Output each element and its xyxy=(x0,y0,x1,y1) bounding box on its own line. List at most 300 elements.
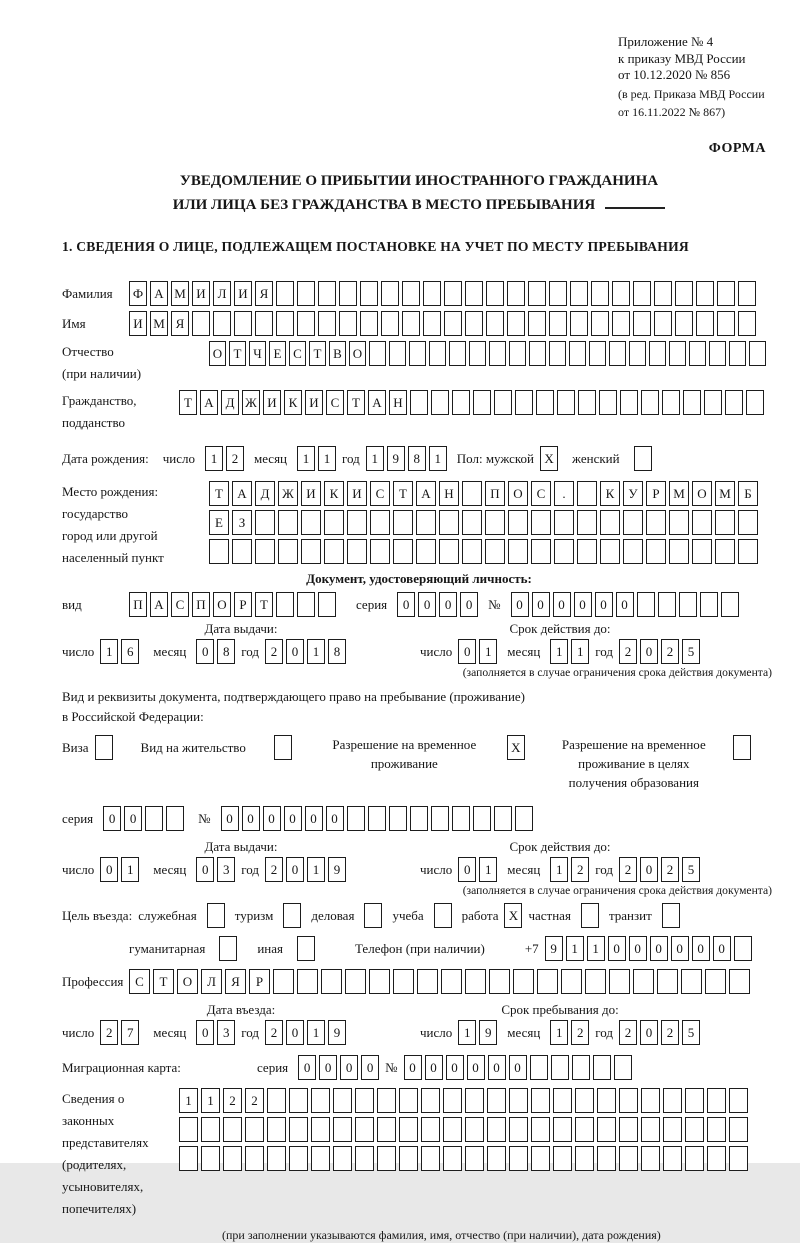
form-cell[interactable] xyxy=(255,539,275,564)
form-cell[interactable] xyxy=(465,281,483,306)
form-cell[interactable] xyxy=(347,539,367,564)
form-cell[interactable] xyxy=(689,341,706,366)
form-cell[interactable] xyxy=(209,539,229,564)
form-cell[interactable] xyxy=(553,1117,572,1142)
form-cell[interactable] xyxy=(339,281,357,306)
form-cell[interactable] xyxy=(389,341,406,366)
form-cell[interactable] xyxy=(612,311,630,336)
form-cell[interactable]: С xyxy=(326,390,344,415)
form-cell[interactable] xyxy=(585,969,606,994)
form-cell[interactable]: 2 xyxy=(619,857,637,882)
form-cell[interactable]: Ж xyxy=(278,481,298,506)
form-cell[interactable]: 1 xyxy=(307,857,325,882)
form-cell[interactable] xyxy=(536,390,554,415)
form-cell[interactable]: И xyxy=(263,390,281,415)
form-cell[interactable] xyxy=(663,1146,682,1171)
form-cell[interactable] xyxy=(528,281,546,306)
form-cell[interactable] xyxy=(683,390,701,415)
form-cell[interactable] xyxy=(549,311,567,336)
form-cell[interactable] xyxy=(679,592,697,617)
form-cell[interactable] xyxy=(421,1146,440,1171)
form-cell[interactable]: К xyxy=(284,390,302,415)
form-cell[interactable]: 0 xyxy=(404,1055,422,1080)
form-cell[interactable] xyxy=(245,1146,264,1171)
form-cell[interactable]: 7 xyxy=(121,1020,139,1045)
form-cell[interactable]: 0 xyxy=(305,806,323,831)
form-cell[interactable] xyxy=(487,1117,506,1142)
form-cell[interactable] xyxy=(641,1117,660,1142)
purpose-official-checkbox[interactable] xyxy=(207,903,225,928)
form-cell[interactable] xyxy=(489,341,506,366)
form-cell[interactable]: 2 xyxy=(265,857,283,882)
form-cell[interactable] xyxy=(423,311,441,336)
form-cell[interactable] xyxy=(489,969,510,994)
form-cell[interactable] xyxy=(685,1146,704,1171)
form-cell[interactable] xyxy=(738,510,758,535)
form-cell[interactable]: 2 xyxy=(265,1020,283,1045)
form-cell[interactable]: 0 xyxy=(509,1055,527,1080)
form-cell[interactable]: Р xyxy=(234,592,252,617)
form-cell[interactable]: 1 xyxy=(566,936,584,961)
form-cell[interactable] xyxy=(245,1117,264,1142)
form-cell[interactable] xyxy=(646,539,666,564)
form-cell[interactable]: . xyxy=(554,481,574,506)
form-cell[interactable] xyxy=(431,806,449,831)
form-cell[interactable]: 1 xyxy=(429,446,447,471)
form-cell[interactable] xyxy=(201,1146,220,1171)
form-cell[interactable] xyxy=(570,281,588,306)
purpose-work-checkbox[interactable]: X xyxy=(504,903,522,928)
form-cell[interactable] xyxy=(462,539,482,564)
form-cell[interactable] xyxy=(393,510,413,535)
form-cell[interactable] xyxy=(179,1146,198,1171)
form-cell[interactable] xyxy=(569,341,586,366)
form-cell[interactable] xyxy=(729,1146,748,1171)
form-cell[interactable] xyxy=(278,510,298,535)
form-cell[interactable] xyxy=(578,390,596,415)
form-cell[interactable]: 6 xyxy=(121,639,139,664)
form-cell[interactable] xyxy=(402,311,420,336)
form-cell[interactable] xyxy=(399,1088,418,1113)
form-cell[interactable] xyxy=(355,1117,374,1142)
form-cell[interactable] xyxy=(599,390,617,415)
form-cell[interactable] xyxy=(717,281,735,306)
form-cell[interactable] xyxy=(577,510,597,535)
form-cell[interactable] xyxy=(441,969,462,994)
form-cell[interactable] xyxy=(223,1117,242,1142)
form-cell[interactable] xyxy=(345,969,366,994)
form-cell[interactable]: С xyxy=(129,969,150,994)
form-cell[interactable]: 0 xyxy=(458,639,476,664)
form-cell[interactable]: 9 xyxy=(328,857,346,882)
form-cell[interactable] xyxy=(577,539,597,564)
form-cell[interactable] xyxy=(360,281,378,306)
form-cell[interactable] xyxy=(333,1146,352,1171)
form-cell[interactable] xyxy=(311,1117,330,1142)
form-cell[interactable] xyxy=(657,969,678,994)
form-cell[interactable]: М xyxy=(150,311,168,336)
form-cell[interactable] xyxy=(399,1146,418,1171)
form-cell[interactable] xyxy=(738,539,758,564)
form-cell[interactable] xyxy=(485,510,505,535)
form-cell[interactable] xyxy=(347,510,367,535)
edu-permit-checkbox[interactable] xyxy=(733,735,751,760)
purpose-tourism-checkbox[interactable] xyxy=(283,903,301,928)
form-cell[interactable] xyxy=(469,341,486,366)
form-cell[interactable] xyxy=(429,341,446,366)
form-cell[interactable] xyxy=(462,510,482,535)
form-cell[interactable] xyxy=(179,1117,198,1142)
form-cell[interactable] xyxy=(721,592,739,617)
form-cell[interactable] xyxy=(324,510,344,535)
form-cell[interactable]: 2 xyxy=(571,857,589,882)
form-cell[interactable] xyxy=(487,1088,506,1113)
form-cell[interactable] xyxy=(700,592,718,617)
form-cell[interactable] xyxy=(201,1117,220,1142)
form-cell[interactable]: С xyxy=(370,481,390,506)
form-cell[interactable] xyxy=(619,1088,638,1113)
form-cell[interactable]: Ч xyxy=(249,341,266,366)
form-cell[interactable] xyxy=(623,539,643,564)
form-cell[interactable]: 0 xyxy=(284,806,302,831)
form-cell[interactable] xyxy=(734,936,752,961)
form-cell[interactable]: О xyxy=(349,341,366,366)
form-cell[interactable] xyxy=(255,311,273,336)
form-cell[interactable]: 9 xyxy=(479,1020,497,1045)
form-cell[interactable] xyxy=(509,1146,528,1171)
form-cell[interactable]: П xyxy=(192,592,210,617)
form-cell[interactable] xyxy=(443,1088,462,1113)
form-cell[interactable]: 0 xyxy=(460,592,478,617)
form-cell[interactable]: Т xyxy=(209,481,229,506)
form-cell[interactable] xyxy=(368,806,386,831)
form-cell[interactable] xyxy=(443,1117,462,1142)
form-cell[interactable] xyxy=(561,969,582,994)
form-cell[interactable] xyxy=(513,969,534,994)
form-cell[interactable] xyxy=(297,311,315,336)
form-cell[interactable] xyxy=(515,390,533,415)
form-cell[interactable] xyxy=(355,1146,374,1171)
form-cell[interactable] xyxy=(508,510,528,535)
form-cell[interactable] xyxy=(443,1146,462,1171)
form-cell[interactable] xyxy=(439,539,459,564)
form-cell[interactable] xyxy=(369,969,390,994)
form-cell[interactable] xyxy=(465,1117,484,1142)
form-cell[interactable]: И xyxy=(305,390,323,415)
form-cell[interactable] xyxy=(486,311,504,336)
form-cell[interactable] xyxy=(553,1146,572,1171)
form-cell[interactable] xyxy=(589,341,606,366)
form-cell[interactable]: Я xyxy=(171,311,189,336)
form-cell[interactable]: 0 xyxy=(298,1055,316,1080)
form-cell[interactable] xyxy=(318,281,336,306)
form-cell[interactable] xyxy=(646,510,666,535)
form-cell[interactable]: 1 xyxy=(550,1020,568,1045)
form-cell[interactable] xyxy=(494,390,512,415)
form-cell[interactable]: 0 xyxy=(446,1055,464,1080)
form-cell[interactable] xyxy=(554,539,574,564)
form-cell[interactable] xyxy=(444,281,462,306)
form-cell[interactable] xyxy=(423,281,441,306)
form-cell[interactable] xyxy=(681,969,702,994)
form-cell[interactable]: 0 xyxy=(650,936,668,961)
form-cell[interactable] xyxy=(321,969,342,994)
form-cell[interactable] xyxy=(289,1088,308,1113)
form-cell[interactable] xyxy=(591,281,609,306)
form-cell[interactable] xyxy=(715,539,735,564)
form-cell[interactable]: 0 xyxy=(196,857,214,882)
form-cell[interactable] xyxy=(600,539,620,564)
form-cell[interactable] xyxy=(717,311,735,336)
form-cell[interactable]: 1 xyxy=(458,1020,476,1045)
form-cell[interactable]: 0 xyxy=(692,936,710,961)
form-cell[interactable] xyxy=(553,1088,572,1113)
form-cell[interactable]: Н xyxy=(439,481,459,506)
form-cell[interactable] xyxy=(620,390,638,415)
form-cell[interactable]: К xyxy=(600,481,620,506)
form-cell[interactable] xyxy=(410,806,428,831)
form-cell[interactable] xyxy=(278,539,298,564)
form-cell[interactable]: П xyxy=(485,481,505,506)
form-cell[interactable]: 0 xyxy=(319,1055,337,1080)
form-cell[interactable] xyxy=(531,539,551,564)
form-cell[interactable] xyxy=(333,1117,352,1142)
form-cell[interactable] xyxy=(609,969,630,994)
form-cell[interactable] xyxy=(685,1088,704,1113)
form-cell[interactable] xyxy=(591,311,609,336)
purpose-private-checkbox[interactable] xyxy=(581,903,599,928)
form-cell[interactable]: 1 xyxy=(571,639,589,664)
form-cell[interactable]: 0 xyxy=(361,1055,379,1080)
form-cell[interactable] xyxy=(465,969,486,994)
form-cell[interactable]: В xyxy=(329,341,346,366)
form-cell[interactable] xyxy=(633,311,651,336)
form-cell[interactable]: 2 xyxy=(661,1020,679,1045)
form-cell[interactable] xyxy=(696,281,714,306)
form-cell[interactable] xyxy=(629,341,646,366)
form-cell[interactable]: 9 xyxy=(328,1020,346,1045)
form-cell[interactable] xyxy=(641,1088,660,1113)
form-cell[interactable] xyxy=(707,1117,726,1142)
form-cell[interactable] xyxy=(707,1088,726,1113)
form-cell[interactable] xyxy=(509,1088,528,1113)
form-cell[interactable] xyxy=(444,311,462,336)
form-cell[interactable]: А xyxy=(416,481,436,506)
form-cell[interactable]: 1 xyxy=(121,857,139,882)
form-cell[interactable]: Т xyxy=(347,390,365,415)
form-cell[interactable]: С xyxy=(171,592,189,617)
form-cell[interactable] xyxy=(593,1055,611,1080)
form-cell[interactable]: 0 xyxy=(100,857,118,882)
form-cell[interactable] xyxy=(473,806,491,831)
form-cell[interactable]: 2 xyxy=(100,1020,118,1045)
form-cell[interactable] xyxy=(692,510,712,535)
form-cell[interactable]: 8 xyxy=(408,446,426,471)
form-cell[interactable]: 3 xyxy=(217,1020,235,1045)
form-cell[interactable]: Т xyxy=(309,341,326,366)
form-cell[interactable] xyxy=(416,510,436,535)
form-cell[interactable]: 0 xyxy=(196,639,214,664)
form-cell[interactable] xyxy=(729,341,746,366)
form-cell[interactable]: М xyxy=(669,481,689,506)
form-cell[interactable] xyxy=(715,510,735,535)
purpose-study-checkbox[interactable] xyxy=(434,903,452,928)
form-cell[interactable] xyxy=(729,1117,748,1142)
form-cell[interactable]: 0 xyxy=(418,592,436,617)
form-cell[interactable] xyxy=(619,1117,638,1142)
form-cell[interactable]: 0 xyxy=(595,592,613,617)
form-cell[interactable] xyxy=(597,1117,616,1142)
form-cell[interactable]: О xyxy=(177,969,198,994)
form-cell[interactable]: 1 xyxy=(587,936,605,961)
form-cell[interactable]: 0 xyxy=(640,639,658,664)
form-cell[interactable]: М xyxy=(715,481,735,506)
form-cell[interactable]: 1 xyxy=(100,639,118,664)
form-cell[interactable] xyxy=(381,311,399,336)
form-cell[interactable]: 8 xyxy=(328,639,346,664)
form-cell[interactable] xyxy=(531,510,551,535)
form-cell[interactable] xyxy=(213,311,231,336)
form-cell[interactable] xyxy=(738,281,756,306)
form-cell[interactable] xyxy=(487,1146,506,1171)
form-cell[interactable]: 2 xyxy=(619,1020,637,1045)
form-cell[interactable]: А xyxy=(368,390,386,415)
purpose-business-checkbox[interactable] xyxy=(364,903,382,928)
form-cell[interactable]: 3 xyxy=(217,857,235,882)
form-cell[interactable] xyxy=(339,311,357,336)
form-cell[interactable]: 0 xyxy=(616,592,634,617)
form-cell[interactable]: И xyxy=(234,281,252,306)
form-cell[interactable]: 0 xyxy=(467,1055,485,1080)
form-cell[interactable]: 1 xyxy=(479,857,497,882)
form-cell[interactable]: 0 xyxy=(439,592,457,617)
form-cell[interactable] xyxy=(370,510,390,535)
form-cell[interactable] xyxy=(409,341,426,366)
form-cell[interactable] xyxy=(577,481,597,506)
form-cell[interactable]: 1 xyxy=(205,446,223,471)
form-cell[interactable]: 1 xyxy=(550,639,568,664)
form-cell[interactable] xyxy=(554,510,574,535)
sex-male-checkbox[interactable]: X xyxy=(540,446,558,471)
form-cell[interactable]: 1 xyxy=(318,446,336,471)
form-cell[interactable]: 1 xyxy=(201,1088,220,1113)
form-cell[interactable]: Л xyxy=(213,281,231,306)
form-cell[interactable] xyxy=(145,806,163,831)
purpose-other-checkbox[interactable] xyxy=(297,936,315,961)
form-cell[interactable] xyxy=(301,510,321,535)
form-cell[interactable] xyxy=(637,592,655,617)
form-cell[interactable] xyxy=(572,1055,590,1080)
form-cell[interactable] xyxy=(232,539,252,564)
form-cell[interactable] xyxy=(267,1088,286,1113)
form-cell[interactable]: 5 xyxy=(682,857,700,882)
form-cell[interactable]: 9 xyxy=(545,936,563,961)
form-cell[interactable] xyxy=(255,510,275,535)
form-cell[interactable] xyxy=(370,539,390,564)
form-cell[interactable]: Т xyxy=(153,969,174,994)
form-cell[interactable] xyxy=(597,1146,616,1171)
form-cell[interactable] xyxy=(318,311,336,336)
form-cell[interactable]: Е xyxy=(269,341,286,366)
form-cell[interactable] xyxy=(669,510,689,535)
form-cell[interactable]: Т xyxy=(393,481,413,506)
form-cell[interactable] xyxy=(551,1055,569,1080)
form-cell[interactable] xyxy=(531,1146,550,1171)
form-cell[interactable] xyxy=(462,481,482,506)
form-cell[interactable] xyxy=(649,341,666,366)
form-cell[interactable] xyxy=(311,1146,330,1171)
form-cell[interactable]: О xyxy=(209,341,226,366)
form-cell[interactable] xyxy=(421,1117,440,1142)
form-cell[interactable]: И xyxy=(347,481,367,506)
form-cell[interactable]: А xyxy=(232,481,252,506)
form-cell[interactable]: 5 xyxy=(682,1020,700,1045)
form-cell[interactable] xyxy=(654,281,672,306)
form-cell[interactable] xyxy=(301,539,321,564)
form-cell[interactable]: 0 xyxy=(640,1020,658,1045)
form-cell[interactable] xyxy=(619,1146,638,1171)
form-cell[interactable] xyxy=(725,390,743,415)
form-cell[interactable]: 9 xyxy=(387,446,405,471)
form-cell[interactable] xyxy=(654,311,672,336)
form-cell[interactable] xyxy=(692,539,712,564)
form-cell[interactable] xyxy=(166,806,184,831)
form-cell[interactable] xyxy=(223,1146,242,1171)
form-cell[interactable] xyxy=(685,1117,704,1142)
form-cell[interactable] xyxy=(377,1146,396,1171)
form-cell[interactable] xyxy=(675,311,693,336)
form-cell[interactable] xyxy=(658,592,676,617)
form-cell[interactable] xyxy=(273,969,294,994)
form-cell[interactable] xyxy=(641,390,659,415)
form-cell[interactable]: Т xyxy=(229,341,246,366)
form-cell[interactable]: 0 xyxy=(124,806,142,831)
form-cell[interactable]: 0 xyxy=(629,936,647,961)
form-cell[interactable] xyxy=(530,1055,548,1080)
form-cell[interactable]: А xyxy=(200,390,218,415)
form-cell[interactable] xyxy=(381,281,399,306)
form-cell[interactable]: А xyxy=(150,281,168,306)
form-cell[interactable]: 0 xyxy=(221,806,239,831)
form-cell[interactable]: Д xyxy=(221,390,239,415)
form-cell[interactable]: 0 xyxy=(263,806,281,831)
form-cell[interactable]: Я xyxy=(255,281,273,306)
form-cell[interactable] xyxy=(549,281,567,306)
form-cell[interactable] xyxy=(663,1088,682,1113)
form-cell[interactable]: 1 xyxy=(366,446,384,471)
form-cell[interactable]: А xyxy=(150,592,168,617)
form-cell[interactable] xyxy=(709,341,726,366)
form-cell[interactable]: 0 xyxy=(425,1055,443,1080)
form-cell[interactable]: Д xyxy=(255,481,275,506)
form-cell[interactable] xyxy=(324,539,344,564)
form-cell[interactable] xyxy=(267,1117,286,1142)
form-cell[interactable] xyxy=(669,341,686,366)
form-cell[interactable] xyxy=(696,311,714,336)
form-cell[interactable]: 0 xyxy=(671,936,689,961)
form-cell[interactable] xyxy=(749,341,766,366)
form-cell[interactable] xyxy=(192,311,210,336)
sex-female-checkbox[interactable] xyxy=(634,446,652,471)
form-cell[interactable] xyxy=(570,311,588,336)
form-cell[interactable] xyxy=(276,311,294,336)
form-cell[interactable] xyxy=(389,806,407,831)
form-cell[interactable]: 1 xyxy=(479,639,497,664)
form-cell[interactable] xyxy=(452,806,470,831)
form-cell[interactable]: 0 xyxy=(511,592,529,617)
form-cell[interactable]: 8 xyxy=(217,639,235,664)
form-cell[interactable]: 2 xyxy=(223,1088,242,1113)
